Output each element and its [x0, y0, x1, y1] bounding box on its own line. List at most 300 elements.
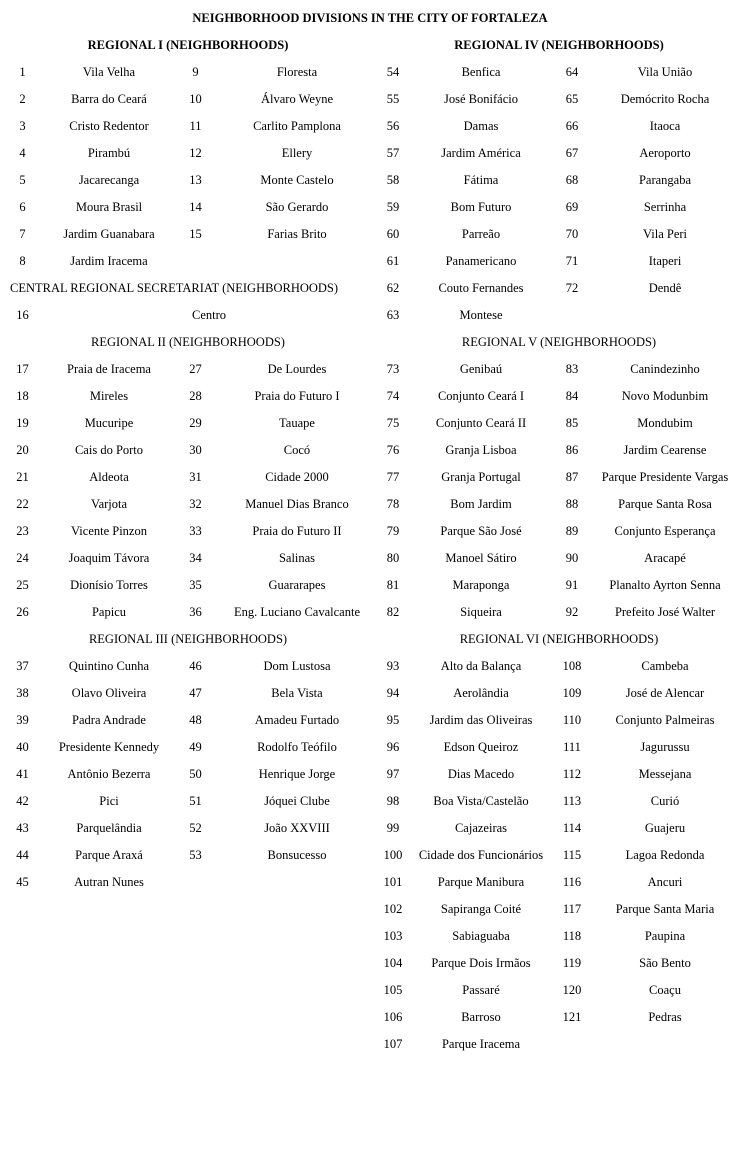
table-row	[378, 711, 740, 738]
neighborhood-number: 103	[383, 929, 403, 943]
neighborhood-number: 94	[386, 686, 400, 700]
neighborhood-name: Mondubim	[637, 416, 693, 430]
table-row	[378, 90, 740, 117]
table-row	[0, 765, 376, 792]
neighborhood-number: 80	[386, 551, 400, 565]
table-row	[378, 495, 740, 522]
neighborhood-number: 36	[189, 605, 202, 619]
neighborhood-number: 93	[386, 659, 400, 673]
neighborhood-name: Monte Castelo	[260, 173, 334, 187]
neighborhood-name: Cidade dos Funcionários	[418, 848, 544, 862]
neighborhood-number: 15	[189, 227, 202, 241]
neighborhood-name	[590, 306, 740, 333]
regional-3-section	[0, 630, 376, 900]
neighborhood-number	[173, 252, 218, 279]
neighborhood-name: Itaperi	[648, 254, 682, 268]
neighborhood-number: 106	[383, 1010, 403, 1024]
neighborhood-name: Sapiranga Coité	[440, 902, 522, 916]
neighborhood-name	[218, 252, 376, 279]
neighborhood-number: 85	[565, 416, 579, 430]
neighborhood-name: Dionísio Torres	[70, 578, 148, 592]
neighborhood-number: 40	[16, 740, 29, 754]
neighborhood-number: 46	[189, 659, 202, 673]
neighborhood-number: 9	[192, 65, 199, 79]
neighborhood-number: 82	[386, 605, 400, 619]
neighborhood-name: Mucuripe	[84, 416, 134, 430]
neighborhood-name	[218, 873, 376, 900]
neighborhood-number: 69	[565, 200, 579, 214]
table-row	[378, 522, 740, 549]
neighborhood-name: Dias Macedo	[447, 767, 515, 781]
neighborhood-name: Bom Jardim	[450, 497, 512, 511]
neighborhood-number: 81	[386, 578, 400, 592]
regional-5-section	[378, 333, 740, 630]
table-row	[378, 603, 740, 630]
neighborhood-number: 13	[189, 173, 202, 187]
neighborhood-number: 64	[565, 65, 579, 79]
neighborhood-number: 61	[386, 254, 400, 268]
table-row	[378, 171, 740, 198]
neighborhood-number: 60	[386, 227, 400, 241]
table-row	[0, 495, 376, 522]
table-row	[378, 468, 740, 495]
table-row	[0, 576, 376, 603]
neighborhood-number: 104	[383, 956, 403, 970]
neighborhood-name: Curió	[650, 794, 680, 808]
neighborhood-name: Pedras	[648, 1010, 682, 1024]
table-row	[378, 981, 740, 1008]
neighborhood-number: 66	[565, 119, 579, 133]
neighborhood-number: 116	[562, 875, 582, 889]
neighborhood-number: 21	[16, 470, 29, 484]
neighborhood-number: 100	[383, 848, 403, 862]
neighborhood-number: 50	[189, 767, 202, 781]
neighborhood-name: Cocó	[283, 443, 311, 457]
neighborhood-number: 57	[386, 146, 400, 160]
neighborhood-name: Moura Brasil	[75, 200, 143, 214]
neighborhood-name: Pici	[99, 794, 119, 808]
neighborhood-number: 70	[565, 227, 579, 241]
neighborhood-number: 83	[565, 362, 579, 376]
neighborhood-number: 10	[189, 92, 202, 106]
table-row	[378, 954, 740, 981]
neighborhood-name: Cais do Porto	[74, 443, 144, 457]
table-row	[378, 117, 740, 144]
table-row	[0, 63, 376, 90]
neighborhood-number: 41	[16, 767, 29, 781]
neighborhood-number: 23	[16, 524, 29, 538]
left-column	[0, 36, 376, 900]
neighborhood-name: Prefeito José Walter	[614, 605, 716, 619]
neighborhood-name: Mireles	[89, 389, 129, 403]
table-row	[378, 846, 740, 873]
neighborhood-number: 121	[562, 1010, 582, 1024]
table-row	[378, 1035, 740, 1062]
neighborhood-number: 114	[562, 821, 582, 835]
neighborhood-name: Parquelândia	[76, 821, 142, 835]
neighborhood-name: Ellery	[281, 146, 313, 160]
neighborhood-number: 47	[189, 686, 202, 700]
neighborhood-number: 11	[189, 119, 202, 133]
neighborhood-name: Jacarecanga	[78, 173, 140, 187]
neighborhood-name: Barra do Ceará	[71, 92, 147, 106]
neighborhood-name: Vila Velha	[82, 65, 136, 79]
right-column	[378, 36, 740, 1062]
table-row	[378, 225, 740, 252]
neighborhood-name: Rodolfo Teófilo	[257, 740, 337, 754]
neighborhood-name: Cristo Redentor	[69, 119, 149, 133]
neighborhood-name: Paupina	[644, 929, 686, 943]
neighborhood-number: 111	[563, 740, 581, 754]
neighborhood-name: Autran Nunes	[74, 875, 144, 889]
table-row	[0, 603, 376, 630]
neighborhood-name: Conjunto Palmeiras	[615, 713, 715, 727]
table-row	[0, 738, 376, 765]
neighborhood-number: 119	[562, 956, 582, 970]
neighborhood-name: Antônio Bezerra	[67, 767, 151, 781]
neighborhood-number: 96	[386, 740, 400, 754]
neighborhood-number: 6	[19, 200, 26, 214]
neighborhood-number: 29	[189, 416, 202, 430]
neighborhood-number: 92	[565, 605, 579, 619]
table-row	[0, 252, 376, 279]
neighborhood-name: Ancuri	[647, 875, 683, 889]
table-row	[378, 549, 740, 576]
neighborhood-number: 86	[565, 443, 579, 457]
neighborhood-number: 53	[189, 848, 202, 862]
neighborhood-number: 18	[16, 389, 29, 403]
neighborhood-number: 88	[565, 497, 579, 511]
neighborhood-name: Granja Portugal	[441, 470, 521, 484]
neighborhood-number: 89	[565, 524, 579, 538]
neighborhood-name: Quintino Cunha	[68, 659, 150, 673]
neighborhood-number: 45	[16, 875, 29, 889]
neighborhood-number: 67	[565, 146, 579, 160]
neighborhood-name: Parque Dois Irmãos	[431, 956, 531, 970]
neighborhood-name: Coaçu	[649, 983, 681, 997]
neighborhood-number: 37	[16, 659, 29, 673]
neighborhood-number: 101	[383, 875, 403, 889]
table-row	[378, 819, 740, 846]
table-row	[378, 792, 740, 819]
neighborhood-number: 32	[189, 497, 202, 511]
neighborhood-name: Conjunto Esperança	[614, 524, 716, 538]
neighborhood-number: 108	[562, 659, 582, 673]
table-row	[0, 441, 376, 468]
neighborhood-number: 71	[565, 254, 579, 268]
neighborhood-number: 14	[189, 200, 202, 214]
table-row	[0, 657, 376, 684]
section-heading: REGIONAL IV (NEIGHBORHOODS)	[454, 38, 664, 52]
neighborhood-name: Parque São José	[440, 524, 522, 538]
neighborhood-name: Alto da Balança	[440, 659, 522, 673]
neighborhood-number: 54	[386, 65, 400, 79]
neighborhood-number: 22	[16, 497, 29, 511]
neighborhood-number: 72	[565, 281, 579, 295]
neighborhood-number: 115	[562, 848, 582, 862]
neighborhood-number: 16	[16, 308, 29, 322]
neighborhood-number: 7	[19, 227, 26, 241]
neighborhood-name: Praia do Futuro I	[254, 389, 340, 403]
neighborhood-number: 110	[562, 713, 582, 727]
neighborhood-number: 48	[189, 713, 202, 727]
neighborhood-name: Aerolândia	[453, 686, 509, 700]
regional-1-section	[0, 36, 376, 279]
table-row	[0, 549, 376, 576]
neighborhood-name: Passaré	[462, 983, 500, 997]
neighborhood-name: Maraponga	[452, 578, 510, 592]
neighborhood-name: Aeroporto	[639, 146, 691, 160]
section-heading: REGIONAL III (NEIGHBORHOODS)	[88, 632, 288, 646]
neighborhood-number: 109	[562, 686, 582, 700]
neighborhood-number: 79	[386, 524, 400, 538]
neighborhood-name: Jardim América	[441, 146, 521, 160]
neighborhood-name: Parque Presidente Vargas	[601, 470, 729, 484]
neighborhood-number: 3	[19, 119, 26, 133]
neighborhood-number: 77	[386, 470, 400, 484]
neighborhood-number: 43	[16, 821, 29, 835]
neighborhood-name: Padra Andrade	[72, 713, 146, 727]
section-heading: REGIONAL V (NEIGHBORHOODS)	[461, 335, 657, 349]
table-row	[378, 198, 740, 225]
neighborhood-name: Bela Vista	[271, 686, 323, 700]
neighborhood-number: 39	[16, 713, 29, 727]
neighborhood-name: Benfica	[461, 65, 501, 79]
neighborhood-name: Jagurussu	[640, 740, 690, 754]
neighborhood-name: São Bento	[639, 956, 691, 970]
neighborhood-name: Parque Iracema	[441, 1037, 521, 1051]
neighborhood-name: Planalto Ayrton Senna	[609, 578, 721, 592]
table-row	[0, 711, 376, 738]
neighborhood-name: Presidente Kennedy	[58, 740, 160, 754]
neighborhood-number: 8	[19, 254, 26, 268]
neighborhood-number: 59	[386, 200, 400, 214]
neighborhood-name: Parreão	[461, 227, 501, 241]
neighborhood-number: 42	[16, 794, 29, 808]
neighborhood-number: 35	[189, 578, 202, 592]
neighborhood-number: 49	[189, 740, 202, 754]
neighborhood-name: Messejana	[638, 767, 692, 781]
neighborhood-number: 28	[189, 389, 202, 403]
neighborhood-number: 102	[383, 902, 403, 916]
central-section	[0, 279, 376, 333]
table-row	[378, 873, 740, 900]
page-title: NEIGHBORHOOD DIVISIONS IN THE CITY OF FORTALEZA	[192, 11, 548, 25]
table-row	[378, 387, 740, 414]
neighborhood-name: Dendê	[648, 281, 682, 295]
neighborhood-name: Manuel Dias Branco	[245, 497, 349, 511]
regional-4-section	[378, 36, 740, 333]
neighborhood-number: 58	[386, 173, 400, 187]
neighborhood-number: 99	[386, 821, 400, 835]
neighborhood-name: Floresta	[276, 65, 318, 79]
table-row	[0, 90, 376, 117]
neighborhood-name: Montese	[459, 308, 503, 322]
section-heading: REGIONAL I (NEIGHBORHOODS)	[87, 38, 289, 52]
neighborhood-name: Guararapes	[268, 578, 326, 592]
table-row	[0, 846, 376, 873]
neighborhood-name: Boa Vista/Castelão	[433, 794, 529, 808]
neighborhood-number: 27	[189, 362, 202, 376]
neighborhood-name: Praia do Futuro II	[252, 524, 342, 538]
neighborhood-number: 33	[189, 524, 202, 538]
neighborhood-number: 63	[386, 308, 400, 322]
neighborhood-number: 12	[189, 146, 202, 160]
neighborhood-number: 78	[386, 497, 400, 511]
neighborhood-name: Canindezinho	[630, 362, 700, 376]
neighborhood-name: Demócrito Rocha	[620, 92, 710, 106]
neighborhood-number: 5	[19, 173, 26, 187]
table-row	[378, 765, 740, 792]
table-row	[378, 738, 740, 765]
neighborhood-name: Sabiaguaba	[452, 929, 510, 943]
neighborhood-name: Conjunto Ceará II	[435, 416, 527, 430]
section-heading: REGIONAL VI (NEIGHBORHOODS)	[459, 632, 659, 646]
neighborhood-name: Jardim Iracema	[70, 254, 148, 268]
neighborhood-name: Amadeu Furtado	[254, 713, 340, 727]
table-row	[0, 414, 376, 441]
table-row	[378, 684, 740, 711]
regional-6-section	[378, 630, 740, 1062]
table-row	[378, 144, 740, 171]
neighborhood-name: Siqueira	[460, 605, 502, 619]
neighborhood-number: 38	[16, 686, 29, 700]
neighborhood-name: Salinas	[278, 551, 316, 565]
neighborhood-name: Cidade 2000	[265, 470, 329, 484]
neighborhood-number: 51	[189, 794, 202, 808]
neighborhood-number: 73	[386, 362, 400, 376]
neighborhood-number: 1	[19, 65, 26, 79]
neighborhood-number: 74	[386, 389, 400, 403]
section-heading: REGIONAL II (NEIGHBORHOODS)	[91, 335, 285, 349]
neighborhood-number: 117	[562, 902, 582, 916]
neighborhood-name: Aracapé	[644, 551, 686, 565]
neighborhood-number: 87	[565, 470, 579, 484]
neighborhood-number	[173, 873, 218, 900]
neighborhood-name: Couto Fernandes	[438, 281, 524, 295]
neighborhood-name: Cajazeiras	[454, 821, 508, 835]
neighborhood-name: São Gerardo	[265, 200, 329, 214]
neighborhood-number	[554, 1035, 590, 1062]
neighborhood-name: Vila Peri	[642, 227, 688, 241]
neighborhood-name: Parangaba	[638, 173, 692, 187]
table-row	[378, 414, 740, 441]
neighborhood-name: Aldeota	[89, 470, 129, 484]
neighborhood-number: 95	[386, 713, 400, 727]
regional-2-section	[0, 333, 376, 630]
neighborhood-name: Olavo Oliveira	[71, 686, 147, 700]
table-row	[0, 117, 376, 144]
neighborhood-name: Edson Queiroz	[443, 740, 519, 754]
neighborhood-name: José Bonifácio	[444, 92, 518, 106]
neighborhood-name: Dom Lustosa	[263, 659, 331, 673]
neighborhood-number: 97	[386, 767, 400, 781]
neighborhood-name: João XXVIII	[264, 821, 330, 835]
neighborhood-number: 75	[386, 416, 400, 430]
neighborhood-name: Granja Lisboa	[445, 443, 517, 457]
neighborhood-name: Tauape	[279, 416, 315, 430]
neighborhood-name: Eng. Luciano Cavalcante	[234, 605, 360, 619]
neighborhood-name: Parque Araxá	[75, 848, 143, 862]
table-row	[0, 225, 376, 252]
neighborhood-number: 55	[386, 92, 400, 106]
neighborhood-name: Vicente Pinzon	[71, 524, 147, 538]
table-row	[378, 306, 740, 333]
neighborhood-number: 26	[16, 605, 29, 619]
table-row	[378, 441, 740, 468]
neighborhood-name: Jardim Guanabara	[63, 227, 155, 241]
neighborhood-name: Jardim Cearense	[623, 443, 707, 457]
neighborhood-name: Barroso	[461, 1010, 501, 1024]
neighborhood-number: 120	[562, 983, 582, 997]
neighborhood-name: José de Alencar	[625, 686, 705, 700]
neighborhood-name: Pirambú	[87, 146, 131, 160]
neighborhood-name: Parque Manibura	[437, 875, 525, 889]
neighborhood-name: Panamericano	[445, 254, 517, 268]
neighborhood-name: Papicu	[91, 605, 127, 619]
neighborhood-number	[554, 306, 590, 333]
neighborhood-name: Serrinha	[643, 200, 687, 214]
neighborhood-name: Cambeba	[641, 659, 689, 673]
table-row	[378, 576, 740, 603]
neighborhood-number: 62	[386, 281, 400, 295]
neighborhood-number: 76	[386, 443, 400, 457]
neighborhood-name: Carlito Pamplona	[253, 119, 341, 133]
neighborhood-number: 44	[16, 848, 29, 862]
neighborhood-number: 113	[562, 794, 582, 808]
neighborhood-number: 112	[562, 767, 582, 781]
table-row	[378, 252, 740, 279]
neighborhood-name: Damas	[463, 119, 499, 133]
neighborhood-number: 4	[19, 146, 26, 160]
neighborhood-number: 98	[386, 794, 400, 808]
table-row	[0, 198, 376, 225]
table-row	[0, 792, 376, 819]
neighborhood-name: De Lourdes	[267, 362, 327, 376]
table-row	[0, 387, 376, 414]
neighborhood-number: 118	[562, 929, 582, 943]
table-row	[378, 657, 740, 684]
table-row	[378, 927, 740, 954]
neighborhood-name: Guajeru	[644, 821, 686, 835]
neighborhood-number: 30	[189, 443, 202, 457]
neighborhood-name: Conjunto Ceará I	[437, 389, 525, 403]
neighborhood-number: 20	[16, 443, 29, 457]
table-row	[378, 279, 740, 306]
table-row	[378, 1008, 740, 1035]
neighborhood-name: Parque Santa Maria	[615, 902, 715, 916]
neighborhood-name: Parque Santa Rosa	[618, 497, 712, 511]
neighborhood-name	[590, 1035, 740, 1062]
neighborhood-number: 19	[16, 416, 29, 430]
table-row	[378, 900, 740, 927]
neighborhood-number: 68	[565, 173, 579, 187]
section-heading: CENTRAL REGIONAL SECRETARIAT (NEIGHBORHOODS)	[10, 281, 339, 295]
neighborhood-number: 52	[189, 821, 202, 835]
neighborhood-number: 105	[383, 983, 403, 997]
neighborhood-number: 107	[383, 1037, 403, 1051]
neighborhood-number: 56	[386, 119, 400, 133]
neighborhood-name: Henrique Jorge	[258, 767, 336, 781]
neighborhood-name: Vila União	[637, 65, 693, 79]
neighborhood-name: Álvaro Weyne	[260, 92, 333, 106]
neighborhood-number: 84	[565, 389, 579, 403]
table-row	[0, 144, 376, 171]
neighborhood-name: Genibaú	[459, 362, 503, 376]
neighborhood-number: 31	[189, 470, 202, 484]
neighborhood-number: 91	[565, 578, 579, 592]
neighborhood-name: Fátima	[463, 173, 499, 187]
